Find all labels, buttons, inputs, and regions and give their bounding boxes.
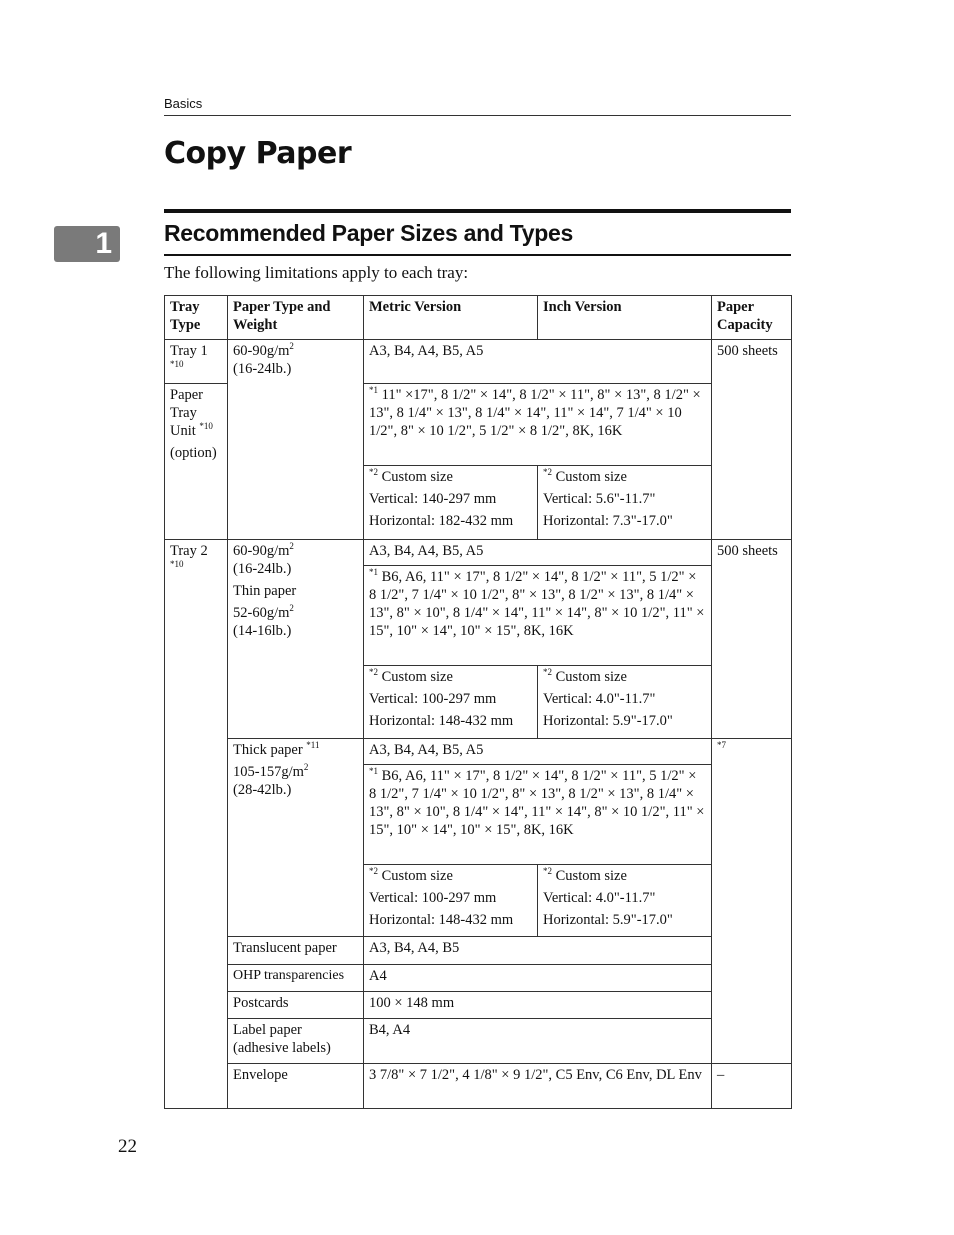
tray2-custom-label-inch: Custom size <box>555 668 627 685</box>
tray1-custom-metric-h: Horizontal: 182-432 mm <box>369 513 514 530</box>
label-sizes: B4, A4 <box>364 1018 712 1063</box>
header-rule <box>164 115 791 116</box>
tray1-weight: 60-90g/m <box>233 343 290 360</box>
envelope-label: Envelope <box>228 1063 364 1108</box>
postcard-size: 100 × 148 mm <box>364 991 712 1018</box>
thick-note: *11 <box>306 740 320 751</box>
tray2-custom-inch-h: Horizontal: 5.9"-17.0" <box>543 712 673 729</box>
thick-custom-label-inch: Custom size <box>555 868 627 885</box>
thick-standard-sizes: A3, B4, A4, B5, A5 <box>364 739 712 765</box>
tray1-weight-lb: (16-24lb.) <box>233 361 292 378</box>
tray1-custom-inch-v: Vertical: 5.6"-11.7" <box>543 491 656 508</box>
tray2-cell <box>165 539 228 1108</box>
ptu-cell <box>165 384 228 539</box>
header-paper-type: Paper Type and Weight <box>228 296 364 340</box>
tray2-custom-label-metric: Custom size <box>381 668 453 685</box>
thick-weight-lb: (28-42lb.) <box>233 782 292 799</box>
ptu-note: *10 <box>199 421 213 432</box>
tray2-custom-metric-cell <box>364 665 538 738</box>
tray2-weight: 60-90g/m <box>233 542 290 559</box>
label-paper-label: Label paper (adhesive labels) <box>228 1018 364 1063</box>
thick-custom-inch-cell <box>538 865 712 937</box>
thick-custom-metric-v: Vertical: 100-297 mm <box>369 890 497 907</box>
tray1-note2-metric: *2 <box>369 467 378 478</box>
thick-paper: Thick paper <box>233 742 303 759</box>
table-row <box>165 539 792 565</box>
tray1-note2-inch: *2 <box>543 467 552 478</box>
chapter-tab: 1 <box>54 226 120 262</box>
page-title: Copy Paper <box>164 136 352 171</box>
tray2-list-cell <box>364 565 712 665</box>
translucent-label: Translucent paper <box>228 937 364 964</box>
thick-custom-inch-h: Horizontal: 5.9"-17.0" <box>543 912 673 929</box>
tray1-custom-inch-h: Horizontal: 7.3"-17.0" <box>543 513 673 530</box>
thick-capacity-cell <box>712 739 792 1064</box>
thick-cell: Thick paper $^{*11}$ $105-157g/m^2$ (28-42lb.) <box>228 739 364 937</box>
tray2-note2-inch: *2 <box>543 667 552 678</box>
tray2-weight-lb: (16-24lb.) <box>233 560 292 577</box>
header-metric: Metric Version <box>364 296 538 340</box>
page-number: 22 <box>118 1136 137 1157</box>
section-rule <box>164 254 791 256</box>
thick-note1: *1 <box>369 766 378 777</box>
envelope-sizes: 3 7/8" × 7 1/2", 4 1/8" × 9 1/2", C5 Env, C6 Env, DL Env <box>364 1063 712 1108</box>
table-row <box>165 964 792 991</box>
header-tray-type: Tray Type <box>165 296 228 340</box>
thick-capacity: *7 <box>717 740 726 751</box>
thin-weight: 52-60g/m <box>233 604 290 621</box>
table-row <box>165 340 792 384</box>
ohp-sizes: A4 <box>364 964 712 991</box>
title-rule <box>164 209 791 213</box>
breadcrumb: Basics <box>164 96 203 111</box>
tray2-standard-sizes: A3, B4, A4, B5, A5 <box>364 539 712 565</box>
tray2-capacity: 500 sheets <box>712 539 792 738</box>
tray1-custom-metric-v: Vertical: 140-297 mm <box>369 491 497 508</box>
tray2-custom-metric-v: Vertical: 100-297 mm <box>369 690 497 707</box>
tray2-note2-metric: *2 <box>369 667 378 678</box>
paper-sizes-table <box>164 295 792 1109</box>
table-header-row <box>165 296 792 340</box>
thin-weight-lb: (14-16lb.) <box>233 622 292 639</box>
tray1-custom-label-metric: Custom size <box>381 469 453 486</box>
tray1-note1: *1 <box>369 385 378 396</box>
thin-paper: Thin paper <box>233 582 297 599</box>
ptu-option: (option) <box>170 445 217 462</box>
envelope-capacity: – <box>712 1063 792 1108</box>
tray1-cell <box>165 340 228 384</box>
thick-note2-metric: *2 <box>369 866 378 877</box>
thick-note2-inch: *2 <box>543 866 552 877</box>
tray1-note: *10 <box>170 359 184 370</box>
tray1-label: Tray 1 <box>170 343 208 360</box>
tray2-list: B6, A6, 11" × 17", 8 1/2" × 14", 8 1/2" × 11", 5 1/2" × 8 1/2", 7 1/4" × 10 1/2", 8" × 13", 8 1/2" × 13", 8 1/4" × 13", 8" × 10", 8 1/4" × 14", 11" × 14", 8" × 10 1/2", 11" × 15", 10" × 14", 10" × 15", 8K, 16K <box>369 568 705 639</box>
tray1-custom-metric-cell <box>364 466 538 539</box>
tray1-weight-cell: $60-90g/m^2$ (16-24lb.) <box>228 340 364 539</box>
header-inch: Inch Version <box>538 296 712 340</box>
tray1-custom-inch-cell <box>538 466 712 539</box>
tray1-standard-sizes: A3, B4, A4, B5, A5 <box>364 340 712 384</box>
header-capacity: Paper Capacity <box>712 296 792 340</box>
tray2-custom-inch-cell <box>538 665 712 738</box>
ohp-label: OHP transparencies <box>228 964 364 991</box>
postcards-label: Postcards <box>228 991 364 1018</box>
thick-list-cell <box>364 765 712 865</box>
thick-list: B6, A6, 11" × 17", 8 1/2" × 14", 8 1/2" × 11", 5 1/2" × 8 1/2", 7 1/4" × 10 1/2", 8" × 13", 8 1/2" × 13", 8 1/4" × 13", 8" × 10", 8 1/4" × 14", 11" × 14", 8" × 10 1/2", 11" × 15", 10" × 14", 10" × 15", 8K, 16K <box>369 768 705 839</box>
table-row <box>165 739 792 765</box>
table-row <box>165 1063 792 1108</box>
table-row <box>165 991 792 1018</box>
tray1-inch-cell <box>364 384 712 466</box>
translucent-sizes: A3, B4, A4, B5 <box>364 937 712 964</box>
tray2-custom-inch-v: Vertical: 4.0"-11.7" <box>543 690 656 707</box>
thick-weight: 105-157g/m <box>233 764 304 781</box>
tray2-note1: *1 <box>369 566 378 577</box>
thick-custom-label-metric: Custom size <box>381 868 453 885</box>
table-row <box>165 1018 792 1063</box>
intro-text: The following limitations apply to each tray: <box>164 263 469 282</box>
thick-custom-metric-h: Horizontal: 148-432 mm <box>369 912 514 929</box>
tray1-inch-list: 11" ×17", 8 1/2" × 14", 8 1/2" × 11", 8" × 13", 8 1/2" × 13", 8 1/4" × 13", 8 1/4" × 14", 11" × 14", 7 1/4" × 10 1/2", 8" × 10 1/2", 5 1/2" × 8 1/2", 8K, 16K <box>369 387 701 440</box>
tray2-custom-metric-h: Horizontal: 148-432 mm <box>369 712 514 729</box>
thick-custom-inch-v: Vertical: 4.0"-11.7" <box>543 890 656 907</box>
ptu-label: Paper Tray Unit <box>170 387 204 440</box>
tray1-capacity: 500 sheets <box>712 340 792 539</box>
table-row <box>165 937 792 964</box>
tray2-label: Tray 2 <box>170 542 208 559</box>
section-heading: Recommended Paper Sizes and Types <box>164 220 573 246</box>
tray2-weight-cell: $60-90g/m^2$ (16-24lb.) Thin paper $52-60g/m^2$ (14-16lb.) <box>228 539 364 738</box>
thick-custom-metric-cell <box>364 865 538 937</box>
tray2-note: *10 <box>170 558 184 569</box>
tray1-custom-label-inch: Custom size <box>555 469 627 486</box>
